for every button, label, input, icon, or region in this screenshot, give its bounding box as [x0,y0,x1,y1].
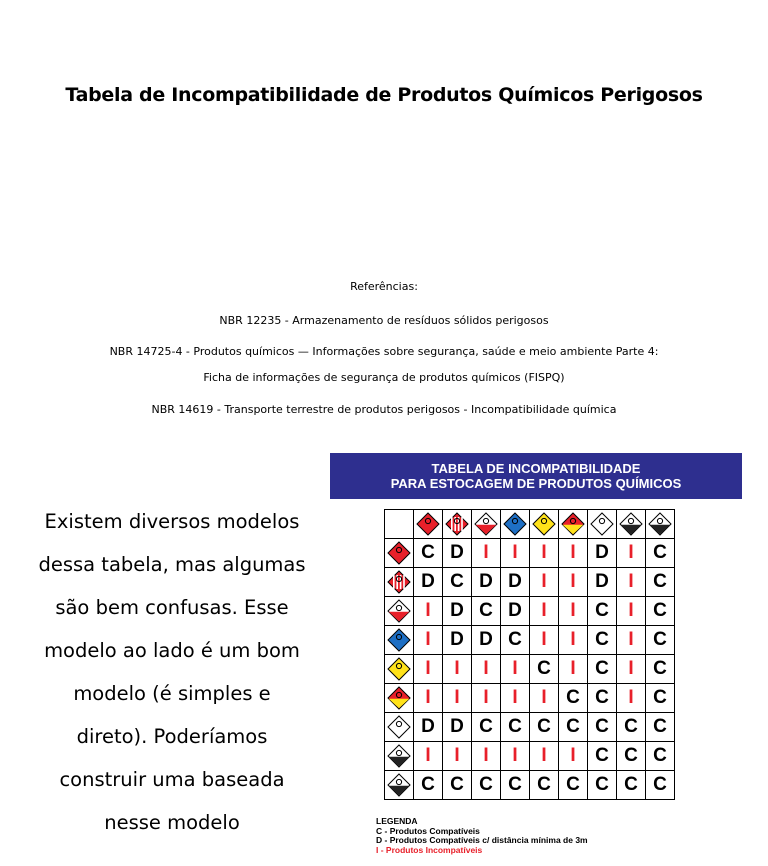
corrosive-icon [387,773,411,797]
matrix-cell: C [530,713,559,742]
matrix-cell: I [443,655,472,684]
matrix-cell: D [588,539,617,568]
matrix-cell: C [501,713,530,742]
black-white-hazard-icon [387,744,411,768]
matrix-cell: I [559,597,588,626]
matrix-cell: C [588,597,617,626]
matrix-cell: D [443,597,472,626]
matrix-cell: C [588,655,617,684]
column-header [588,510,617,539]
references-heading: Referências: [350,280,418,293]
matrix-cell: C [646,713,675,742]
matrix-cell: I [617,626,646,655]
matrix-cell: C [501,626,530,655]
matrix-cell: D [414,713,443,742]
matrix-row [385,742,675,771]
flammable-white-red-icon [387,599,411,623]
matrix-cell: I [414,684,443,713]
matrix-cell: I [559,626,588,655]
matrix-cell: C [646,742,675,771]
matrix-cell: I [530,597,559,626]
matrix-cell: D [443,713,472,742]
row-header [385,655,414,684]
matrix-cell: I [414,655,443,684]
matrix-corner [385,510,414,539]
poster-legend [376,817,588,855]
matrix-cell: D [472,626,501,655]
matrix-cell: C [646,539,675,568]
toxic-icon [387,715,411,739]
matrix-cell: C [443,771,472,800]
matrix-cell: C [588,742,617,771]
matrix-row [385,713,675,742]
matrix-cell: C [501,771,530,800]
matrix-cell: C [588,771,617,800]
matrix-cell: C [617,713,646,742]
legend-distance: D - Produtos Compatíveis c/ distância mínima de 3m [376,835,588,845]
reference-item: Ficha de informações de segurança de produtos químicos (FISPQ) [203,371,565,384]
matrix-cell: C [530,655,559,684]
flammable-white-red-icon [474,512,498,536]
oxidizer-icon [387,657,411,681]
organic-peroxide-icon [561,512,585,536]
matrix-cell: I [530,684,559,713]
reference-item: NBR 14619 - Transporte terrestre de produtos perigosos - Incompatibilidade química [151,403,617,416]
matrix-cell: C [559,771,588,800]
matrix-row [385,655,675,684]
matrix-cell: C [646,597,675,626]
row-header [385,626,414,655]
flammable-solid-icon [445,512,469,536]
matrix-cell: D [588,568,617,597]
flammable-gas-icon [416,512,440,536]
side-text [38,500,306,844]
matrix-cell: I [559,742,588,771]
matrix-row [385,597,675,626]
matrix-row [385,539,675,568]
matrix-cell: C [588,713,617,742]
matrix-cell: D [443,626,472,655]
reference-item: NBR 12235 - Armazenamento de resíduos sólidos perigosos [219,314,549,327]
side-text-line: Existem diversos modelos [44,510,300,533]
matrix-cell: C [617,742,646,771]
matrix-cell: I [559,655,588,684]
column-header [530,510,559,539]
dangerous-when-wet-icon [387,628,411,652]
legend-heading: LEGENDA [376,816,418,826]
dangerous-when-wet-icon [503,512,527,536]
column-header [617,510,646,539]
matrix-cell: C [472,713,501,742]
matrix-cell: I [530,539,559,568]
poster-title-line2: PARA ESTOCAGEM DE PRODUTOS QUÍMICOS [390,476,682,491]
black-white-hazard-icon [619,512,643,536]
oxidizer-icon [532,512,556,536]
legend-compatible: C - Produtos Compatíveis [376,825,480,836]
column-header [414,510,443,539]
row-header [385,713,414,742]
matrix-cell: I [530,742,559,771]
reference-item: NBR 14725-4 - Produtos químicos — Informações sobre segurança, saúde e meio ambiente Parte 4: [109,345,659,358]
side-text-line: modelo ao lado é um bom [44,639,300,662]
matrix-cell: I [501,539,530,568]
matrix-cell: I [501,742,530,771]
row-header [385,742,414,771]
matrix-cell: I [617,597,646,626]
side-text-line: modelo (é simples e [73,682,271,705]
matrix-cell: C [646,626,675,655]
matrix-cell: C [414,539,443,568]
side-text-line: direto). Poderíamos [76,725,268,748]
matrix-cell: D [501,597,530,626]
matrix-cell: C [646,568,675,597]
flammable-gas-icon [387,541,411,565]
matrix-cell: C [646,655,675,684]
matrix-cell: C [617,771,646,800]
matrix-cell: C [472,597,501,626]
matrix-cell: I [617,568,646,597]
matrix-cell: C [588,684,617,713]
matrix-cell: I [414,597,443,626]
matrix-cell: I [530,626,559,655]
poster-header [330,453,742,499]
side-text-line: dessa tabela, mas algumas [38,553,306,576]
matrix-cell: I [617,539,646,568]
row-header [385,568,414,597]
matrix-row [385,771,675,800]
row-header [385,539,414,568]
matrix-cell: C [646,771,675,800]
column-header [501,510,530,539]
matrix-cell: I [414,742,443,771]
matrix-cell: D [414,568,443,597]
toxic-icon [590,512,614,536]
matrix-cell: I [559,539,588,568]
page-title: Tabela de Incompatibilidade de Produtos Químicos Perigosos [65,84,703,106]
matrix-row [385,684,675,713]
matrix-cell: C [414,771,443,800]
side-text-line: nesse modelo [104,811,240,834]
poster-title-line1: TABELA DE INCOMPATIBILIDADE [431,461,641,476]
side-text-line: são bem confusas. Esse [55,596,289,619]
matrix-cell: C [472,771,501,800]
column-header [472,510,501,539]
matrix-cell: I [617,655,646,684]
matrix-cell: D [472,568,501,597]
matrix-cell: C [530,771,559,800]
matrix-cell: C [559,684,588,713]
matrix-cell: I [617,684,646,713]
corrosive-icon [648,512,672,536]
column-header [559,510,588,539]
matrix-cell: I [472,655,501,684]
matrix-cell: D [501,568,530,597]
legend-incompatible: I - Produtos Incompatíveis [376,844,483,855]
matrix-cell: C [559,713,588,742]
matrix-row [385,626,675,655]
side-text-line: construir uma baseada [59,768,285,791]
matrix-cell: I [443,684,472,713]
matrix-cell: I [501,655,530,684]
organic-peroxide-icon [387,686,411,710]
row-header [385,771,414,800]
incompatibility-poster [330,453,742,866]
matrix-cell: I [530,568,559,597]
matrix-cell: D [443,539,472,568]
matrix-cell: C [443,568,472,597]
column-header [443,510,472,539]
matrix-cell: I [443,742,472,771]
matrix-row [385,568,675,597]
matrix-cell: I [501,684,530,713]
flammable-solid-icon [387,570,411,594]
matrix-cell: I [472,539,501,568]
matrix-cell: I [472,742,501,771]
incompatibility-matrix [384,509,675,800]
row-header [385,597,414,626]
matrix-cell: I [559,568,588,597]
matrix-cell: C [588,626,617,655]
row-header [385,684,414,713]
matrix-cell: I [472,684,501,713]
matrix-cell: C [646,684,675,713]
column-header [646,510,675,539]
matrix-cell: I [414,626,443,655]
